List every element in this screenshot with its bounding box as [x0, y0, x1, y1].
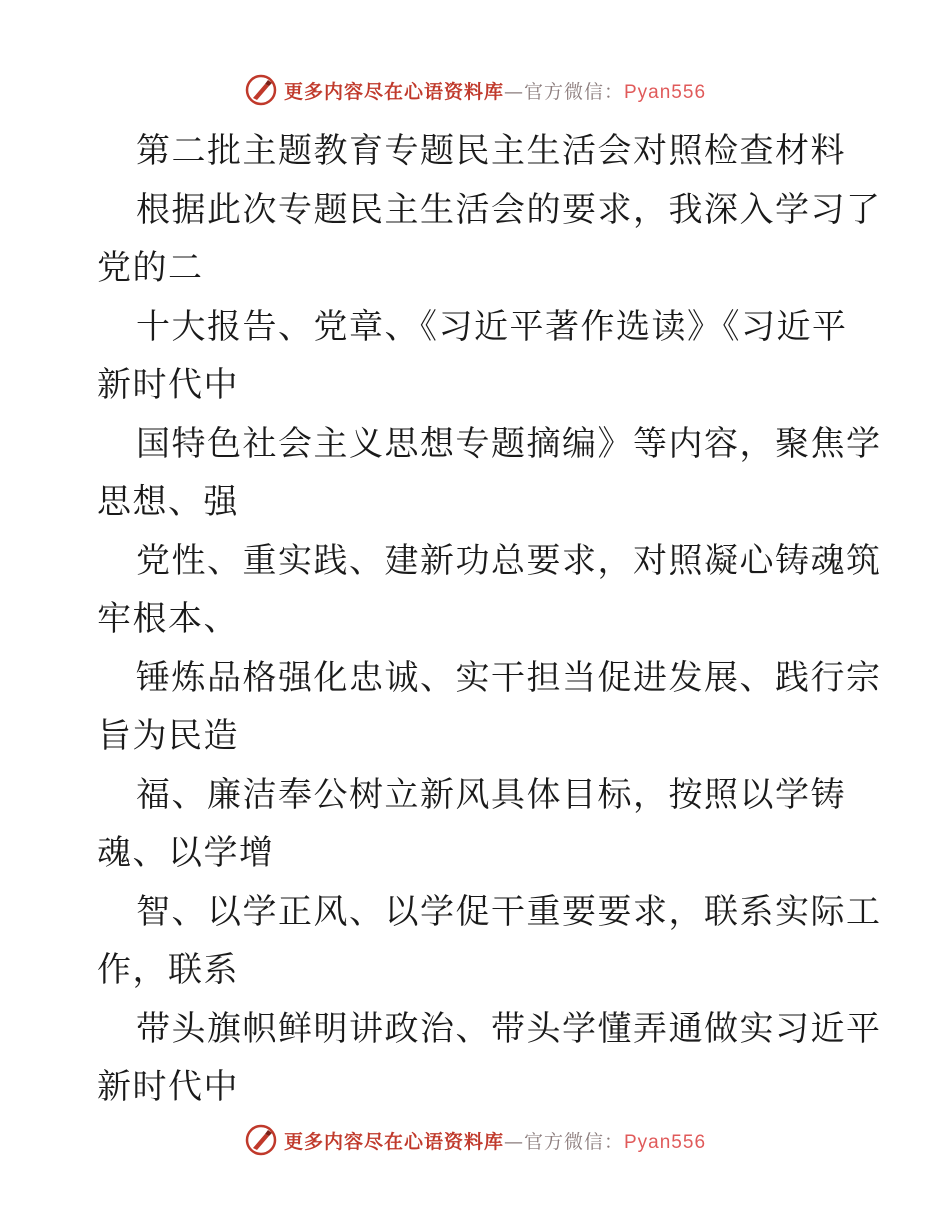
paragraph-line: 思想、强: [97, 482, 239, 522]
watermark-text: [284, 77, 706, 104]
paragraph-line: 作，联系: [97, 950, 239, 990]
watermark-site: 更多内容尽在心语资料库: [283, 1130, 504, 1153]
paragraph-line: 旨为民造: [97, 716, 239, 756]
document-body: [97, 122, 882, 1117]
footer-watermark: [0, 1120, 950, 1160]
paragraph-line: 新时代中: [97, 1067, 239, 1107]
document-title: 第二批主题教育专题民主生活会对照检查材料: [136, 131, 846, 171]
paragraph-line: 国特色社会主义思想专题摘编》等内容，聚焦学: [136, 423, 882, 464]
paragraph-line: 魂、以学增: [97, 833, 275, 873]
paragraph-line: 锤炼品格强化忠诚、实干担当促进发展、践行宗: [136, 657, 882, 698]
paragraph-line: 党的二: [97, 248, 204, 288]
paragraph-line: 党性、重实践、建新功总要求，对照凝心铸魂筑: [136, 540, 882, 581]
watermark-separator: —: [503, 1130, 524, 1153]
watermark-separator: —: [503, 80, 524, 103]
paragraph-line: 牢根本、: [97, 599, 239, 639]
paragraph-line: 新时代中: [97, 365, 239, 405]
pen-logo-icon: [244, 1123, 278, 1157]
watermark-wechat-id: Pyan556: [624, 81, 707, 103]
pen-logo-icon: [244, 73, 278, 107]
paragraph-line: 根据此次专题民主生活会的要求，我深入学习了: [136, 189, 882, 230]
watermark-wechat-id: Pyan556: [624, 1131, 707, 1153]
watermark-site: 更多内容尽在心语资料库: [283, 80, 504, 103]
watermark-wechat-label: 官方微信：: [523, 1130, 624, 1153]
header-watermark: [0, 70, 950, 110]
paragraph-line: 福、廉洁奉公树立新风具体目标，按照以学铸: [136, 774, 846, 815]
watermark-text: [284, 1127, 706, 1154]
paragraph-line: 智、以学正风、以学促干重要要求，联系实际工: [136, 891, 882, 932]
paragraph-line: 十大报告、党章、《习近平著作选读》《习近平: [136, 306, 848, 347]
watermark-wechat-label: 官方微信：: [523, 80, 624, 103]
paragraph-line: 带头旗帜鲜明讲政治、带头学懂弄通做实习近平: [136, 1008, 882, 1049]
